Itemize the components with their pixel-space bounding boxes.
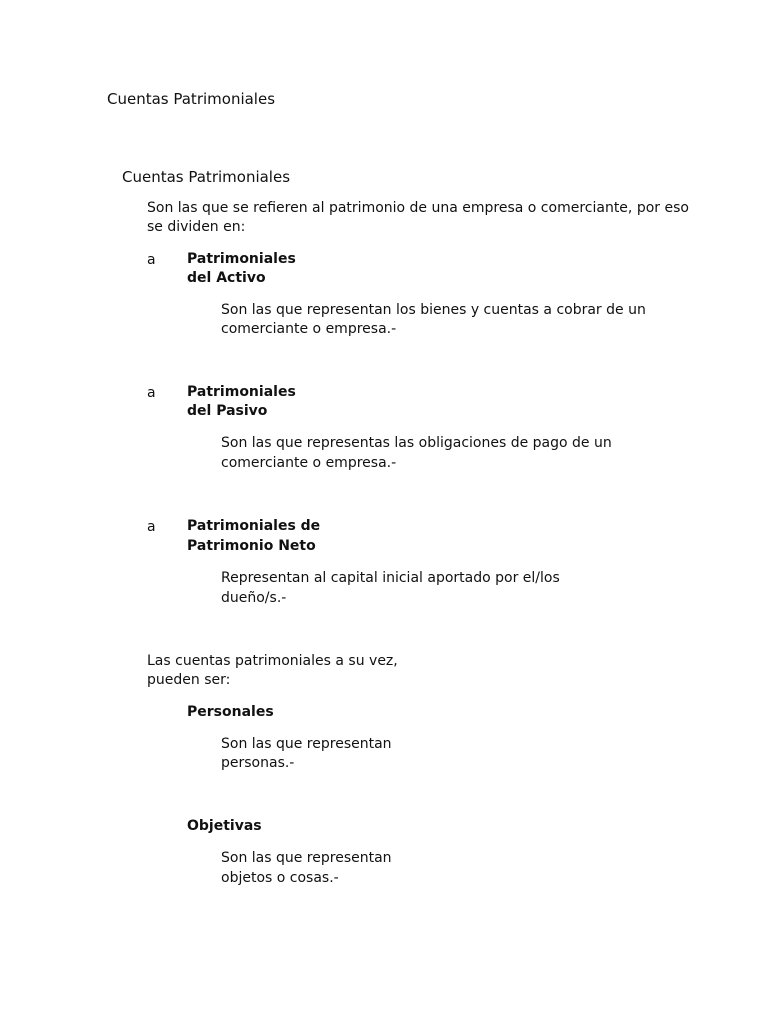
- category-heading: del Activo: [187, 270, 266, 286]
- category-description: comerciante o empresa.-: [221, 455, 397, 471]
- subtypes-intro-line: pueden ser:: [147, 672, 231, 688]
- subtype-description: personas.-: [221, 755, 295, 771]
- subtypes-intro-line: Las cuentas patrimoniales a su vez,: [147, 653, 398, 669]
- category-description: Son las que representas las obligaciones de pago de un: [221, 435, 612, 451]
- list-marker: a: [147, 519, 156, 535]
- intro-line: Son las que se refieren al patrimonio de una empresa o comerciante, por eso: [147, 200, 689, 216]
- category-description: dueño/s.-: [221, 590, 287, 606]
- list-marker: a: [147, 252, 156, 268]
- category-description: Representan al capital inicial aportado por el/los: [221, 570, 560, 586]
- section-title: Cuentas Patrimoniales: [122, 168, 291, 186]
- list-marker: a: [147, 385, 156, 401]
- category-heading: Patrimoniales: [187, 251, 296, 267]
- subtype-heading: Objetivas: [187, 818, 262, 834]
- category-heading: Patrimoniales de: [187, 518, 321, 534]
- subtype-description: objetos o cosas.-: [221, 870, 339, 886]
- category-heading: Patrimonio Neto: [187, 538, 316, 554]
- category-description: comerciante o empresa.-: [221, 321, 397, 337]
- category-description: Son las que representan los bienes y cuentas a cobrar de un: [221, 302, 646, 318]
- category-heading: Patrimoniales: [187, 384, 296, 400]
- document-title: Cuentas Patrimoniales: [107, 90, 276, 108]
- subtype-heading: Personales: [187, 704, 274, 720]
- category-heading: del Pasivo: [187, 403, 268, 419]
- subtype-description: Son las que representan: [221, 736, 392, 752]
- intro-line: se dividen en:: [147, 219, 246, 235]
- subtype-description: Son las que representan: [221, 850, 392, 866]
